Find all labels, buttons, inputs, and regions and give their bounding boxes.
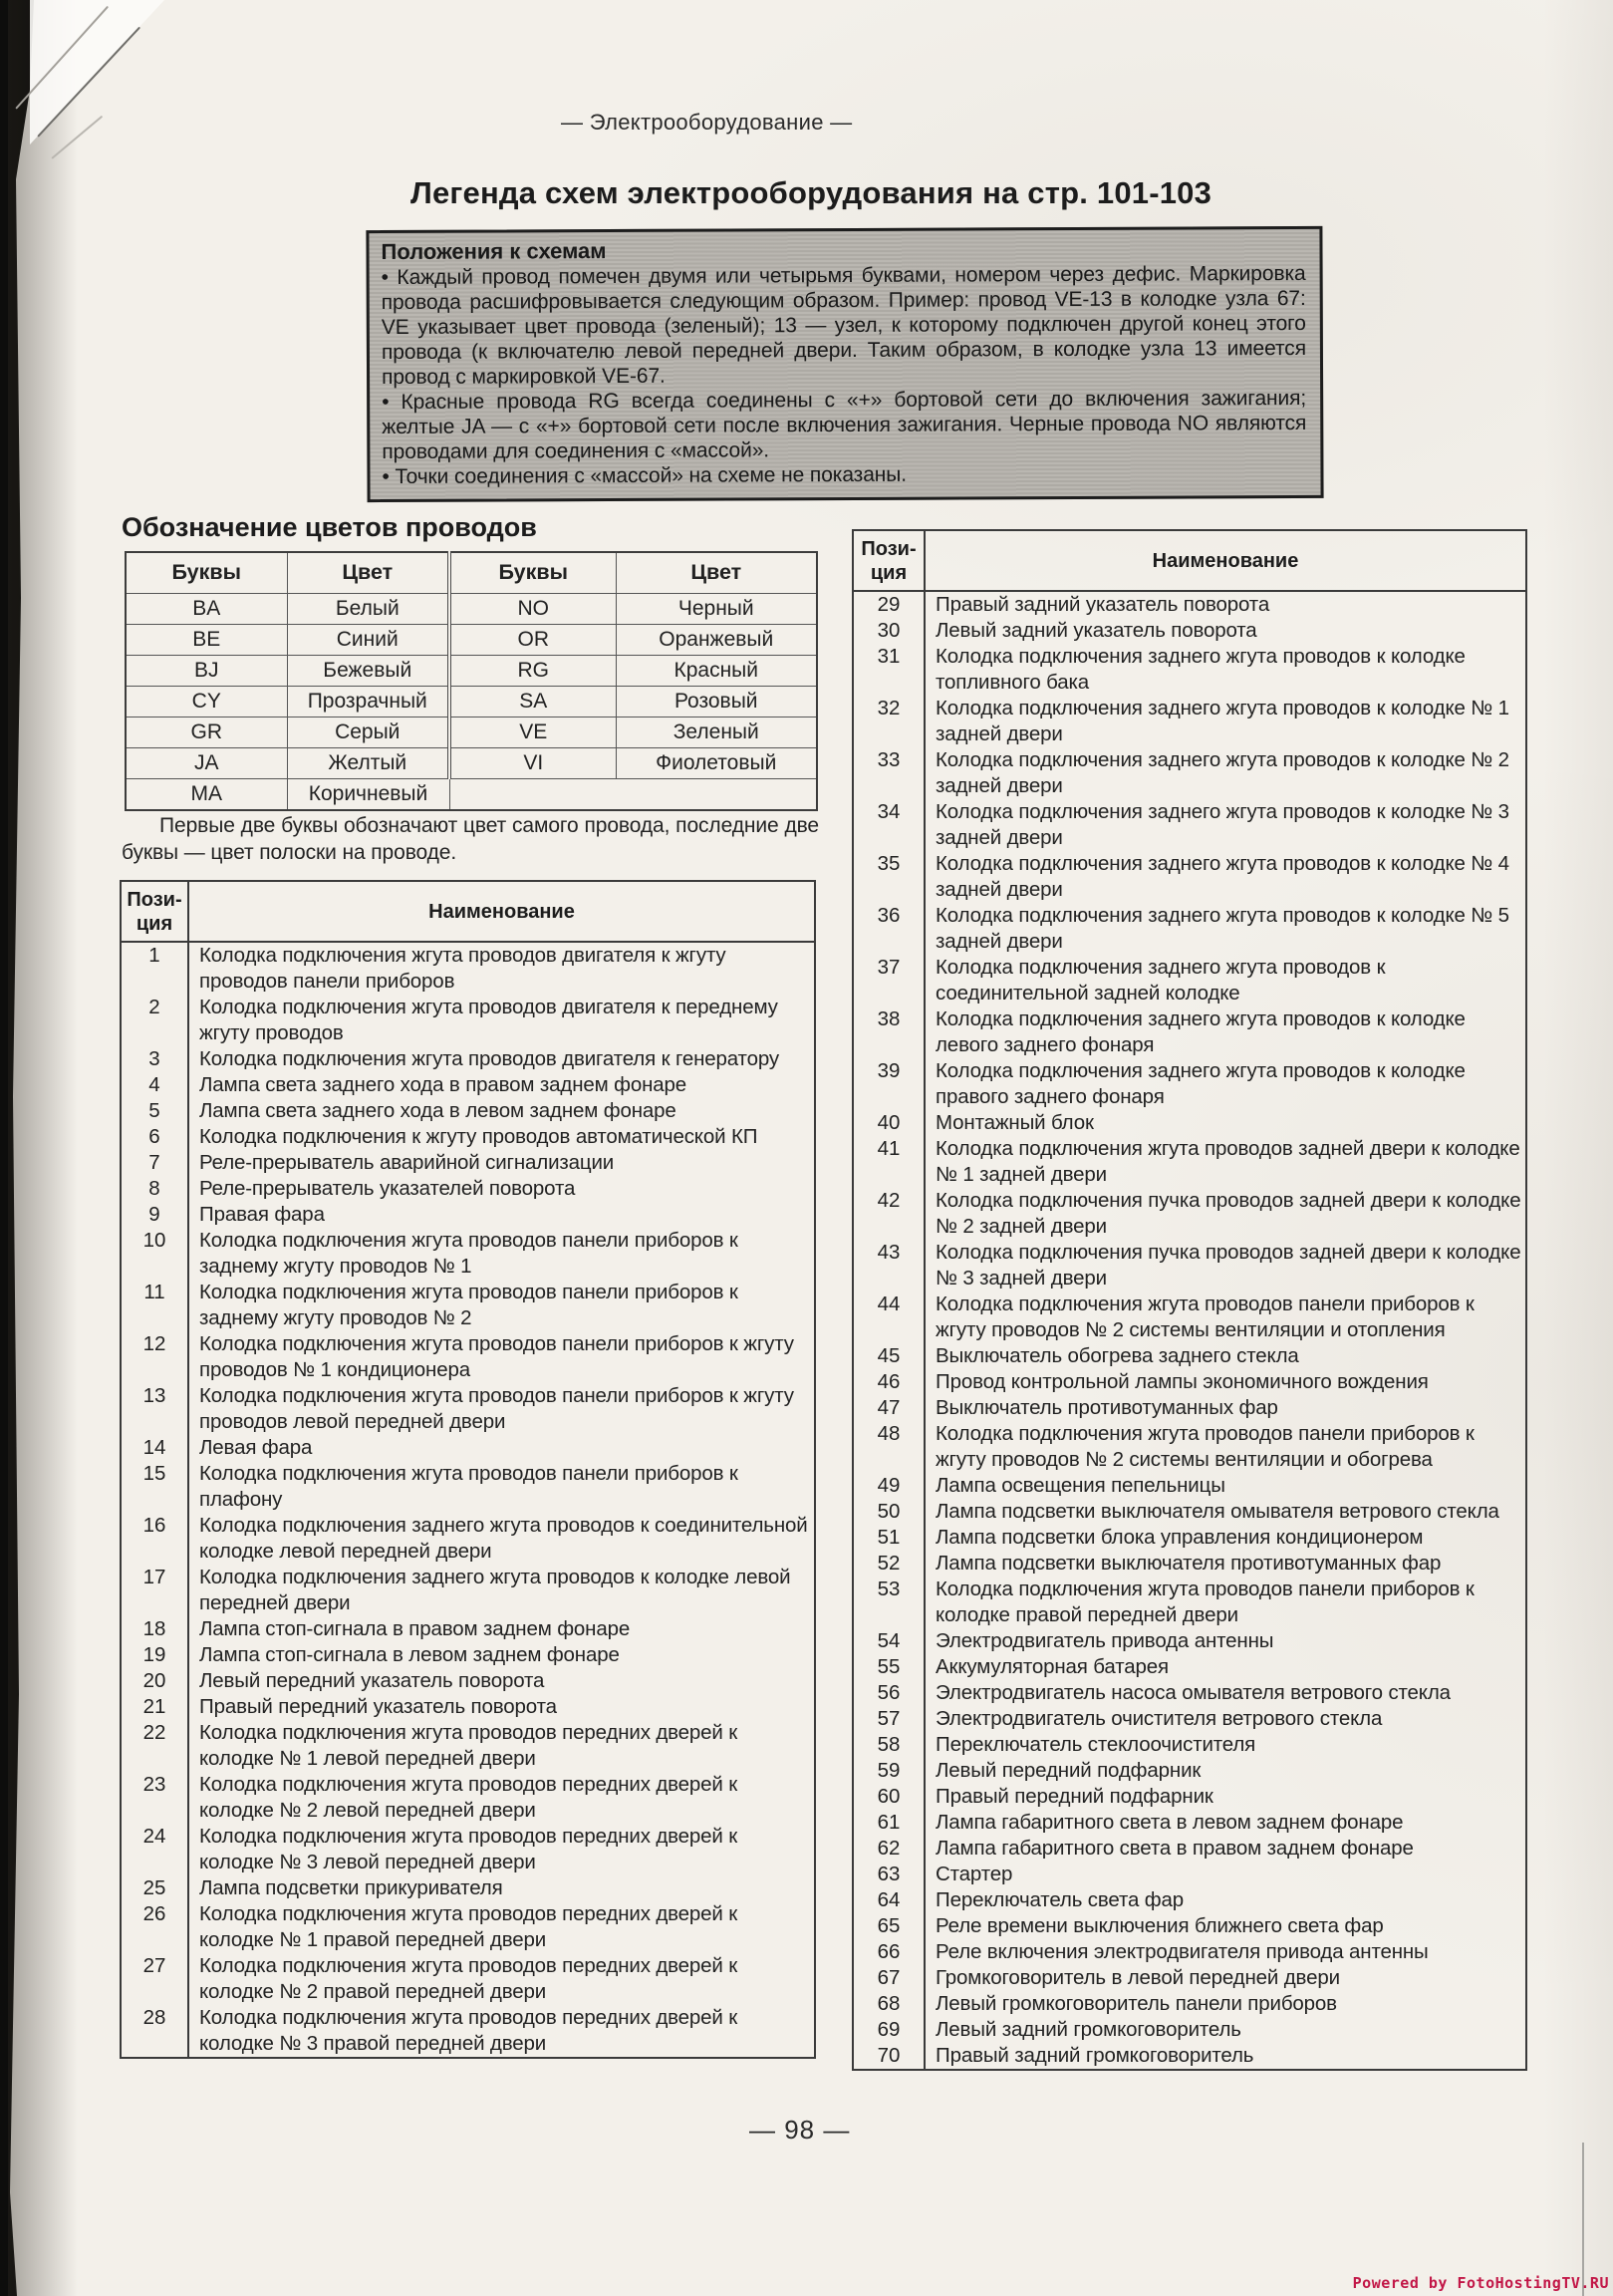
position-cell: 51	[853, 1525, 925, 1551]
legend-row	[853, 1525, 1526, 1551]
name-cell: Реле времени выключения ближнего света фар	[936, 1914, 1384, 1937]
position-cell: 37	[853, 955, 925, 1006]
name-cell: Колодка подключения жгута проводов панели приборов к жгуту проводов № 2 системы вентиляции и отопления	[936, 1292, 1475, 1341]
color-code-cell: OR	[449, 625, 616, 656]
legend-row	[121, 1072, 815, 1098]
color-code-cell: RG	[449, 656, 616, 687]
position-cell: 1	[121, 942, 188, 995]
legend-row	[121, 1383, 815, 1435]
legend-row	[853, 1006, 1526, 1058]
wire-color-row	[126, 748, 817, 779]
name-cell: Правый задний указатель поворота	[936, 593, 1270, 616]
name-cell: Электродвигатель очистителя ветрового стекла	[936, 1707, 1383, 1730]
legend-row	[121, 1901, 815, 1953]
notes-bullet: • Каждый провод помечен двумя или четырьмя буквами, номером через дефис. Маркировка провода расшифровывается следующим образом. Пример: провод VE-13 в колодке узла 67: VE указывает цвет провода (зеленый); 13 — узел, к которому подключен другой конец этого провода (к включателю левой передней двери. Таким образом, в колодке узла 13 имеется провод с маркировкой VE-67.	[381, 261, 1306, 390]
position-cell: 35	[853, 851, 925, 903]
position-column-header: Пози- ция	[853, 530, 925, 591]
position-cell: 2	[121, 995, 188, 1046]
position-cell: 58	[853, 1732, 925, 1758]
name-cell: Колодка подключения жгута проводов панели приборов к заднему жгуту проводов № 1	[199, 1229, 738, 1278]
position-cell: 29	[853, 591, 925, 618]
legend-row	[853, 1369, 1526, 1395]
name-cell: Лампа света заднего хода в левом заднем фонаре	[199, 1099, 676, 1122]
name-cell: Колодка подключения жгута проводов передних дверей к колодке № 2 левой передней двери	[199, 1773, 738, 1822]
position-cell: 63	[853, 1862, 925, 1887]
color-name-cell: Серый	[287, 718, 449, 748]
legend-row	[853, 1240, 1526, 1292]
name-cell: Колодка подключения жгута проводов передних дверей к колодке № 3 правой передней двери	[199, 2006, 738, 2055]
color-code-cell: SA	[449, 687, 616, 718]
legend-row	[853, 903, 1526, 955]
position-cell: 6	[121, 1124, 188, 1150]
position-cell: 36	[853, 903, 925, 955]
name-cell: Колодка подключения жгута проводов двигателя к генератору	[199, 1047, 779, 1070]
name-cell: Лампа подсветки выключателя омывателя ветрового стекла	[936, 1500, 1499, 1523]
name-cell: Колодка подключения жгута проводов панели приборов к жгуту проводов № 1 кондиционера	[199, 1332, 794, 1381]
name-cell: Лампа подсветки блока управления кондиционером	[936, 1526, 1424, 1549]
name-cell: Колодка подключения к жгуту проводов автоматической КП	[199, 1125, 758, 1148]
name-cell: Реле-прерыватель указателей поворота	[199, 1177, 576, 1200]
scan-right-edge-line	[1582, 2143, 1584, 2296]
color-code-cell: MA	[126, 779, 287, 811]
position-cell: 23	[121, 1772, 188, 1824]
legend-row	[853, 955, 1526, 1006]
position-cell: 20	[121, 1668, 188, 1694]
legend-header-row	[853, 530, 1526, 591]
position-cell: 39	[853, 1058, 925, 1110]
position-cell: 14	[121, 1435, 188, 1461]
legend-row	[121, 1565, 815, 1616]
position-cell: 28	[121, 2005, 188, 2058]
wire-color-row	[126, 779, 817, 811]
name-cell: Лампа подсветки выключателя противотуманных фар	[936, 1552, 1442, 1575]
color-name-cell: Коричневый	[287, 779, 449, 811]
position-cell: 65	[853, 1913, 925, 1939]
wire-color-row	[126, 656, 817, 687]
color-code-cell: CY	[126, 687, 287, 718]
name-cell: Правая фара	[199, 1203, 325, 1226]
legend-row	[853, 1680, 1526, 1706]
legend-row	[853, 1758, 1526, 1784]
position-cell: 11	[121, 1280, 188, 1331]
name-cell: Колодка подключения жгута проводов панели приборов к колодке правой передней двери	[936, 1578, 1475, 1626]
position-cell: 19	[121, 1642, 188, 1668]
page-number: — 98 —	[749, 2115, 851, 2145]
position-cell: 18	[121, 1616, 188, 1642]
color-name-cell: Оранжевый	[616, 625, 817, 656]
name-cell: Выключатель противотуманных фар	[936, 1396, 1278, 1419]
name-cell: Левый задний указатель поворота	[936, 619, 1257, 642]
position-column-header: Пози- ция	[121, 881, 188, 942]
position-cell: 47	[853, 1395, 925, 1421]
name-cell: Реле-прерыватель аварийной сигнализации	[199, 1151, 615, 1174]
legend-row	[121, 1953, 815, 2005]
legend-row	[121, 1202, 815, 1228]
name-cell: Переключатель света фар	[936, 1888, 1184, 1911]
legend-row	[121, 1228, 815, 1280]
name-cell: Лампа габаритного света в левом заднем фонаре	[936, 1811, 1404, 1834]
position-cell: 40	[853, 1110, 925, 1136]
position-cell: 38	[853, 1006, 925, 1058]
name-cell: Колодка подключения заднего жгута проводов к колодке № 1 задней двери	[936, 697, 1509, 745]
name-cell: Монтажный блок	[936, 1111, 1094, 1134]
name-cell: Левая фара	[199, 1436, 313, 1459]
name-cell: Колодка подключения жгута проводов панели приборов к жгуту проводов № 2 системы вентиляции и обогрева	[936, 1422, 1475, 1471]
legend-row	[853, 799, 1526, 851]
name-cell: Колодка подключения жгута проводов двигателя к жгуту проводов панели приборов	[199, 944, 726, 993]
legend-row	[853, 618, 1526, 644]
legend-row	[121, 1772, 815, 1824]
legend-row	[853, 1862, 1526, 1887]
legend-row	[121, 2005, 815, 2058]
legend-row	[853, 1292, 1526, 1343]
color-name-cell	[616, 779, 817, 811]
name-cell: Колодка подключения пучка проводов задней двери к колодке № 3 задней двери	[936, 1241, 1521, 1290]
color-name-cell: Бежевый	[287, 656, 449, 687]
position-cell: 52	[853, 1551, 925, 1577]
position-cell: 5	[121, 1098, 188, 1124]
name-cell: Реле включения электродвигателя привода антенны	[936, 1940, 1429, 1963]
legend-table-left	[120, 880, 816, 2059]
name-cell: Левый задний громкоговоритель	[936, 2018, 1241, 2041]
position-cell: 27	[121, 1953, 188, 2005]
color-name-cell: Прозрачный	[287, 687, 449, 718]
legend-row	[853, 1577, 1526, 1628]
position-cell: 9	[121, 1202, 188, 1228]
position-cell: 62	[853, 1836, 925, 1862]
legend-row	[853, 2017, 1526, 2043]
name-column-header: Наименование	[188, 881, 815, 942]
color-name-cell: Розовый	[616, 687, 817, 718]
legend-row	[853, 1551, 1526, 1577]
page-title: Легенда схем электрооборудования на стр. 101-103	[410, 175, 1212, 210]
position-cell: 60	[853, 1784, 925, 1810]
legend-row	[853, 1395, 1526, 1421]
position-cell: 15	[121, 1461, 188, 1513]
name-cell: Колодка подключения заднего жгута проводов к колодке левой передней двери	[199, 1566, 791, 1614]
name-cell: Лампа стоп-сигнала в левом заднем фонаре	[199, 1643, 620, 1666]
position-cell: 66	[853, 1939, 925, 1965]
name-cell: Лампа света заднего хода в правом заднем фонаре	[199, 1073, 687, 1096]
color-code-cell: BE	[126, 625, 287, 656]
position-cell: 33	[853, 747, 925, 799]
color-name-cell: Синий	[287, 625, 449, 656]
name-cell: Левый громкоговоритель панели приборов	[936, 1992, 1337, 2015]
position-cell: 10	[121, 1228, 188, 1280]
schematic-notes-box	[366, 226, 1323, 502]
legend-row	[853, 2043, 1526, 2070]
color-code-cell: JA	[126, 748, 287, 779]
position-cell: 42	[853, 1188, 925, 1240]
legend-row	[853, 1110, 1526, 1136]
legend-row	[121, 1435, 815, 1461]
position-cell: 8	[121, 1176, 188, 1202]
position-cell: 13	[121, 1383, 188, 1435]
color-code-cell	[449, 779, 616, 811]
legend-row	[853, 1836, 1526, 1862]
name-cell: Колодка подключения заднего жгута проводов к колодке топливного бака	[936, 645, 1466, 694]
name-cell: Колодка подключения заднего жгута проводов к колодке правого заднего фонаря	[936, 1059, 1466, 1108]
name-cell: Лампа стоп-сигнала в правом заднем фонаре	[199, 1617, 631, 1640]
name-cell: Провод контрольной лампы экономичного вождения	[936, 1370, 1429, 1393]
color-code-cell: NO	[449, 594, 616, 625]
position-cell: 64	[853, 1887, 925, 1913]
position-cell: 45	[853, 1343, 925, 1369]
legend-row	[853, 1473, 1526, 1499]
wire-colors-header-row	[126, 552, 817, 594]
legend-row	[121, 1720, 815, 1772]
position-cell: 4	[121, 1072, 188, 1098]
name-cell: Электродвигатель насоса омывателя ветрового стекла	[936, 1681, 1451, 1704]
name-cell: Переключатель стеклоочистителя	[936, 1733, 1256, 1756]
notes-bullet: • Точки соединения с «массой» на схеме не показаны.	[382, 462, 908, 489]
legend-row	[121, 942, 815, 995]
color-code-cell: VI	[449, 748, 616, 779]
legend-row	[121, 1331, 815, 1383]
position-cell: 25	[121, 1875, 188, 1901]
color-name-cell: Зеленый	[616, 718, 817, 748]
color-name-cell: Черный	[616, 594, 817, 625]
legend-row	[853, 1499, 1526, 1525]
letters-column-header: Буквы	[126, 552, 287, 594]
legend-row	[853, 1058, 1526, 1110]
position-cell: 67	[853, 1965, 925, 1991]
color-code-cell: VE	[449, 718, 616, 748]
position-cell: 43	[853, 1240, 925, 1292]
position-cell: 57	[853, 1706, 925, 1732]
wire-colors-note: Первые две буквы обозначают цвет самого провода, последние две буквы — цвет полоски на проводе.	[122, 814, 819, 864]
legend-row	[853, 1628, 1526, 1654]
position-cell: 32	[853, 696, 925, 747]
color-code-cell: GR	[126, 718, 287, 748]
position-cell: 68	[853, 1991, 925, 2017]
notes-bullet: • Красные провода RG всегда соединены с «+» бортовой сети до включения зажигания; желтые JA — с «+» бортовой сети после включения зажигания. Черные провода NO являются проводами для соединения с «массой».	[382, 386, 1307, 464]
legend-row	[853, 1343, 1526, 1369]
legend-row	[853, 644, 1526, 696]
legend-row	[853, 1991, 1526, 2017]
position-cell: 50	[853, 1499, 925, 1525]
color-name-cell: Белый	[287, 594, 449, 625]
watermark: Powered by FotoHostingTV.RU	[1352, 2274, 1609, 2292]
name-cell: Колодка подключения заднего жгута проводов к колодке № 5 задней двери	[936, 904, 1509, 953]
name-cell: Лампа освещения пепельницы	[936, 1474, 1225, 1497]
wire-color-row	[126, 687, 817, 718]
name-cell: Колодка подключения жгута проводов панели приборов к жгуту проводов левой передней двери	[199, 1384, 794, 1433]
name-cell: Колодка подключения жгута проводов двигателя к переднему жгуту проводов	[199, 996, 778, 1044]
position-cell: 54	[853, 1628, 925, 1654]
running-header: — Электрооборудование —	[561, 110, 853, 135]
legend-row	[853, 851, 1526, 903]
name-cell: Левый передний указатель поворота	[199, 1669, 545, 1692]
legend-row	[121, 1280, 815, 1331]
legend-row	[121, 1176, 815, 1202]
name-cell: Левый передний подфарник	[936, 1759, 1202, 1782]
color-name-cell: Желтый	[287, 748, 449, 779]
position-cell: 70	[853, 2043, 925, 2070]
name-cell: Колодка подключения заднего жгута проводов к колодке № 4 задней двери	[936, 852, 1509, 901]
name-cell: Лампа подсветки прикуривателя	[199, 1876, 503, 1899]
legend-row	[853, 1965, 1526, 1991]
wire-colors-table	[125, 551, 818, 811]
name-cell: Колодка подключения пучка проводов задней двери к колодке № 2 задней двери	[936, 1189, 1521, 1238]
position-cell: 3	[121, 1046, 188, 1072]
legend-table-right	[852, 529, 1527, 2071]
wire-colors-section-title: Обозначение цветов проводов	[122, 512, 537, 542]
name-cell: Колодка подключения заднего жгута проводов к соединительной задней колодке	[936, 956, 1386, 1004]
legend-row	[121, 1694, 815, 1720]
notes-box-title: Положения к схемам	[381, 238, 607, 265]
position-cell: 59	[853, 1758, 925, 1784]
wire-color-row	[126, 625, 817, 656]
position-cell: 44	[853, 1292, 925, 1343]
name-cell: Правый задний громкоговоритель	[936, 2044, 1254, 2067]
legend-row	[853, 591, 1526, 618]
legend-row	[121, 1461, 815, 1513]
color-code-cell: BA	[126, 594, 287, 625]
legend-row	[853, 1913, 1526, 1939]
position-cell: 16	[121, 1513, 188, 1565]
color-column-header: Цвет	[616, 552, 817, 594]
name-cell: Колодка подключения жгута проводов передних дверей к колодке № 1 левой передней двери	[199, 1721, 738, 1770]
position-cell: 22	[121, 1720, 188, 1772]
legend-row	[121, 1824, 815, 1875]
position-cell: 34	[853, 799, 925, 851]
legend-row	[853, 1136, 1526, 1188]
name-cell: Колодка подключения жгута проводов передних дверей к колодке № 2 правой передней двери	[199, 1954, 738, 2003]
legend-row	[853, 747, 1526, 799]
legend-row	[853, 1706, 1526, 1732]
name-column-header: Наименование	[925, 530, 1526, 591]
name-cell: Колодка подключения жгута проводов панели приборов к заднему жгуту проводов № 2	[199, 1281, 738, 1329]
legend-row	[121, 1124, 815, 1150]
legend-row	[853, 1939, 1526, 1965]
name-cell: Колодка подключения заднего жгута проводов к колодке № 2 задней двери	[936, 748, 1509, 797]
color-column-header: Цвет	[287, 552, 449, 594]
position-cell: 26	[121, 1901, 188, 1953]
legend-row	[853, 1784, 1526, 1810]
legend-row	[121, 1875, 815, 1901]
legend-row	[121, 1046, 815, 1072]
name-cell: Колодка подключения заднего жгута проводов к колодке № 3 задней двери	[936, 800, 1509, 849]
legend-row	[853, 1810, 1526, 1836]
position-cell: 55	[853, 1654, 925, 1680]
name-cell: Выключатель обогрева заднего стекла	[936, 1344, 1299, 1367]
legend-row	[121, 1616, 815, 1642]
position-cell: 61	[853, 1810, 925, 1836]
legend-row	[121, 1098, 815, 1124]
letters-column-header: Буквы	[449, 552, 616, 594]
legend-row	[853, 696, 1526, 747]
name-cell: Правый передний подфарник	[936, 1785, 1213, 1808]
name-cell: Электродвигатель привода антенны	[936, 1629, 1274, 1652]
position-cell: 56	[853, 1680, 925, 1706]
position-cell: 12	[121, 1331, 188, 1383]
name-cell: Колодка подключения заднего жгута проводов к колодке левого заднего фонаря	[936, 1007, 1466, 1056]
legend-row	[121, 1513, 815, 1565]
position-cell: 53	[853, 1577, 925, 1628]
wire-color-row	[126, 594, 817, 625]
name-cell: Аккумуляторная батарея	[936, 1655, 1169, 1678]
position-cell: 69	[853, 2017, 925, 2043]
name-cell: Правый передний указатель поворота	[199, 1695, 557, 1718]
legend-row	[121, 995, 815, 1046]
name-cell: Колодка подключения заднего жгута проводов к соединительной колодке левой передней двери	[199, 1514, 808, 1563]
color-name-cell: Фиолетовый	[616, 748, 817, 779]
scan-left-shadow	[8, 0, 78, 2296]
position-cell: 17	[121, 1565, 188, 1616]
color-name-cell: Красный	[616, 656, 817, 687]
position-cell: 31	[853, 644, 925, 696]
name-cell: Колодка подключения жгута проводов задней двери к колодке № 1 задней двери	[936, 1137, 1520, 1186]
name-cell: Стартер	[936, 1863, 1013, 1885]
position-cell: 24	[121, 1824, 188, 1875]
wire-color-row	[126, 718, 817, 748]
position-cell: 7	[121, 1150, 188, 1176]
position-cell: 41	[853, 1136, 925, 1188]
legend-row	[121, 1642, 815, 1668]
name-cell: Колодка подключения жгута проводов передних дверей к колодке № 3 левой передней двери	[199, 1825, 738, 1873]
legend-row	[853, 1887, 1526, 1913]
name-cell: Колодка подключения жгута проводов передних дверей к колодке № 1 правой передней двери	[199, 1902, 738, 1951]
position-cell: 46	[853, 1369, 925, 1395]
legend-row	[853, 1654, 1526, 1680]
name-cell: Лампа габаритного света в правом заднем фонаре	[936, 1837, 1414, 1860]
legend-header-row	[121, 881, 815, 942]
position-cell: 30	[853, 618, 925, 644]
position-cell: 21	[121, 1694, 188, 1720]
position-cell: 49	[853, 1473, 925, 1499]
name-cell: Колодка подключения жгута проводов панели приборов к плафону	[199, 1462, 738, 1511]
position-cell: 48	[853, 1421, 925, 1473]
legend-row	[121, 1668, 815, 1694]
name-cell: Громкоговоритель в левой передней двери	[936, 1966, 1340, 1989]
legend-row	[853, 1421, 1526, 1473]
legend-row	[853, 1732, 1526, 1758]
legend-row	[853, 1188, 1526, 1240]
color-code-cell: BJ	[126, 656, 287, 687]
legend-row	[121, 1150, 815, 1176]
